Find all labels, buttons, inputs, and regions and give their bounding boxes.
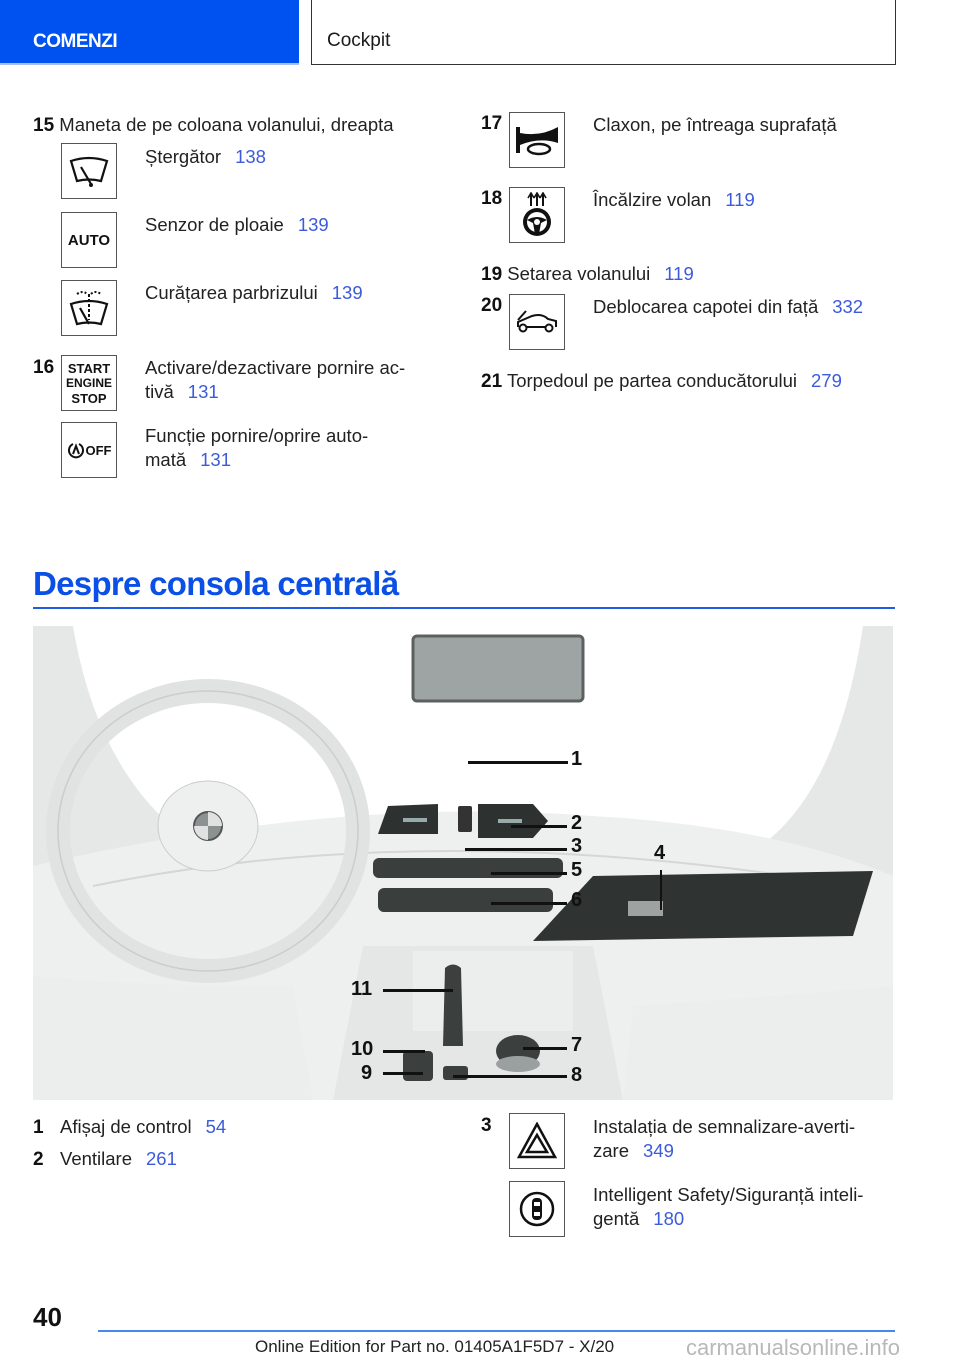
hood-release-icon <box>509 294 565 350</box>
leader-line <box>523 1047 567 1050</box>
callout-2: 2 <box>571 812 583 834</box>
callout-9: 9 <box>361 1062 373 1084</box>
watermark: carmanualsonline.info <box>686 1335 901 1360</box>
item-number: 2 <box>33 1149 44 1170</box>
item-17-number: 17 <box>481 113 503 134</box>
chapter-label: Cockpit <box>327 30 391 51</box>
entry-label: Setarea volanului <box>507 263 651 284</box>
washer-entry <box>145 281 363 305</box>
item-label: Maneta de pe coloana volanului, dreapta <box>59 114 394 135</box>
auto-start-stop-off-icon <box>61 422 117 478</box>
item-19 <box>481 262 694 287</box>
item-number: 15 <box>33 115 55 136</box>
leader-line <box>383 1072 423 1075</box>
chapter-tab <box>311 0 896 65</box>
auto-start-stop-entry <box>145 424 368 472</box>
page-link[interactable]: 119 <box>725 189 755 210</box>
footer-divider <box>98 1330 895 1332</box>
page-link[interactable]: 131 <box>187 381 219 402</box>
entry-label: mată <box>145 449 187 470</box>
section-tab <box>0 0 299 65</box>
center-console-illustration <box>33 626 893 1100</box>
entry-label: gentă <box>593 1208 640 1229</box>
page-link[interactable]: 131 <box>200 449 232 470</box>
steering-wheel-heating-icon <box>509 187 565 243</box>
entry-label: Activare/dezactivare pornire ac- <box>145 357 406 378</box>
callout-11: 11 <box>351 978 373 1000</box>
callout-8: 8 <box>571 1064 583 1086</box>
item-16-number: 16 <box>33 357 55 378</box>
callout-6: 6 <box>571 889 583 911</box>
item-18-number: 18 <box>481 188 503 209</box>
leader-line <box>491 872 567 875</box>
legend-item-2 <box>33 1147 177 1172</box>
callout-10: 10 <box>351 1038 374 1060</box>
page-link[interactable]: 180 <box>653 1208 685 1229</box>
legend-item-3-number: 3 <box>481 1115 492 1136</box>
edition-text: Online Edition for Part no. 01405A1F5D7 - X/20 <box>255 1337 615 1356</box>
leader-line <box>468 761 568 764</box>
horn-entry: Claxon, pe întreaga suprafață <box>593 114 837 135</box>
legend-item-1 <box>33 1115 226 1140</box>
icon-text: OFF <box>85 442 112 458</box>
page-link[interactable]: 139 <box>331 282 363 303</box>
entry-label: tivă <box>145 381 174 402</box>
entry-label: Curățarea parbrizului <box>145 282 318 303</box>
section-label: COMENZI <box>33 31 118 52</box>
item-15-heading <box>33 113 394 138</box>
wiper-entry <box>145 145 266 169</box>
leader-line <box>383 1050 425 1053</box>
page-link[interactable]: 261 <box>146 1148 177 1169</box>
callout-3: 3 <box>571 835 583 857</box>
item-number: 1 <box>33 1117 44 1138</box>
entry-label: Afișaj de control <box>60 1116 192 1137</box>
page-link[interactable]: 138 <box>235 146 266 167</box>
icon-text: START <box>67 360 111 376</box>
hazard-entry <box>593 1115 855 1163</box>
wiper-icon <box>61 143 117 199</box>
entry-label: Ștergător <box>145 146 222 167</box>
leader-line <box>453 1075 567 1078</box>
page-link[interactable]: 119 <box>664 263 694 284</box>
page-link[interactable]: 54 <box>205 1116 227 1137</box>
callout-7: 7 <box>571 1034 583 1056</box>
page-number: 40 <box>33 1302 62 1332</box>
item-number: 19 <box>481 264 503 285</box>
item-21 <box>481 369 842 394</box>
item-number: 21 <box>481 371 503 392</box>
windshield-washer-icon <box>61 280 117 336</box>
hood-release-entry <box>593 295 863 319</box>
horn-icon <box>509 112 565 168</box>
icon-text: STOP <box>71 390 107 406</box>
intelligent-safety-entry <box>593 1183 863 1231</box>
entry-label: Încălzire volan <box>593 189 712 210</box>
section-divider <box>33 607 895 609</box>
icon-text: AUTO <box>67 231 111 249</box>
page-link[interactable]: 349 <box>643 1140 674 1161</box>
entry-label: Torpedoul pe partea conducătorului <box>506 370 797 391</box>
entry-label: Instalația de semnalizare-averti- <box>593 1116 856 1137</box>
item-20-number: 20 <box>481 295 503 316</box>
callout-4: 4 <box>654 842 666 864</box>
icon-text: ENGINE <box>65 375 112 390</box>
rain-sensor-entry <box>145 213 329 237</box>
intelligent-safety-icon <box>509 1181 565 1237</box>
page-link[interactable]: 332 <box>832 296 864 317</box>
entry-label: Funcție pornire/oprire auto- <box>145 425 369 446</box>
entry-label: Deblocarea capotei din față <box>593 296 819 317</box>
hazard-warning-icon <box>509 1113 565 1169</box>
leader-line <box>491 902 567 905</box>
dashboard-drawing <box>33 626 893 1100</box>
leader-line <box>511 825 567 828</box>
leader-line <box>383 989 453 992</box>
start-stop-entry <box>145 356 405 404</box>
section-title: Despre consola centrală <box>33 565 399 602</box>
leader-line <box>660 870 662 910</box>
entry-label: Ventilare <box>60 1148 132 1169</box>
leader-line <box>465 848 567 851</box>
callout-1: 1 <box>571 748 583 770</box>
auto-rain-sensor-icon <box>61 212 117 268</box>
callout-5: 5 <box>571 859 583 881</box>
page-link[interactable]: 139 <box>297 214 329 235</box>
entry-label: Senzor de ploaie <box>145 214 284 235</box>
entry-label: zare <box>593 1140 629 1161</box>
steering-heating-entry <box>593 188 755 212</box>
entry-label: Intelligent Safety/Siguranță inteli- <box>593 1184 864 1205</box>
start-engine-stop-icon <box>61 355 117 411</box>
page-link[interactable]: 279 <box>811 370 842 391</box>
